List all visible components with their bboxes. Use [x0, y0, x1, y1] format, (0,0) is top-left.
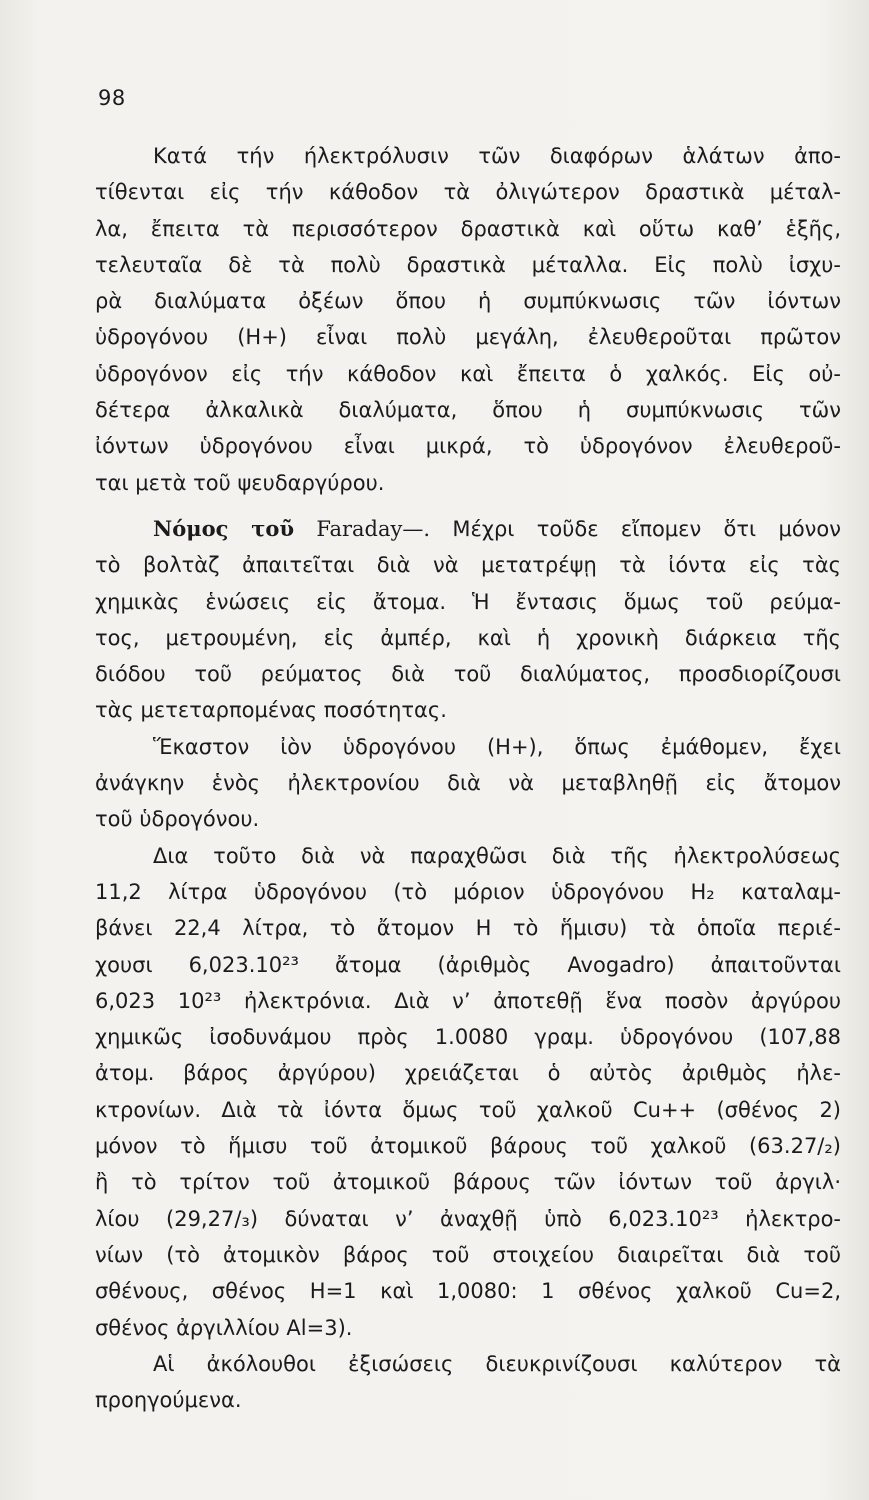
- text-line: σθένος ἀργιλλίου Al=3).: [95, 1315, 353, 1340]
- text-line: ὑδρογόνον εἰς τήν κάθοδον καὶ ἔπειτα ὁ χαλκός. Εἰς οὐ-: [95, 361, 841, 386]
- text-line: ἰόντων ὑδρογόνου εἶναι μικρά, τὸ ὑδρογόνον ἐλευθεροῦ-: [95, 434, 841, 459]
- text-line: λα, ἔπειτα τὰ περισσότερον δραστικὰ καὶ οὕτω καθ’ ἑξῆς,: [95, 216, 841, 241]
- text-line: 6,023 10²³ ἠλεκτρόνια. Διὰ ν’ ἀποτεθῇ ἕνα ποσὸν ἀργύρου: [95, 988, 841, 1013]
- text-line: [95, 511, 841, 547]
- text-line: δέτερα ἀλκαλικὰ διαλύματα, ὅπου ἡ συμπύκνωσις τῶν: [95, 398, 841, 423]
- page-number: 98: [98, 86, 126, 110]
- text-line: Αἱ ἀκόλουθοι ἐξισώσεις διευκρινίζουσι καλύτερον τὰ: [153, 1351, 841, 1376]
- text-line: Δια τοῦτο διὰ νὰ παραχθῶσι διὰ τῆς ἠλεκτρολύσεως: [153, 843, 841, 868]
- text-line: σθένους, σθένος Η=1 καὶ 1,0080: 1 σθένος χαλκοῦ Cu=2,: [95, 1279, 841, 1304]
- text-line: ἀνάγκην ἑνὸς ἠλεκτρονίου διὰ νὰ μεταβληθῇ εἰς ἄτομον: [95, 771, 841, 796]
- section-heading: Νόμος τοῦ: [153, 515, 295, 541]
- body-text: [95, 138, 841, 1418]
- paragraph: [95, 729, 841, 838]
- text-line: 11,2 λίτρα ὑδρογόνου (τὸ μόριον ὑδρογόνου Η₂ καταλαμ-: [95, 879, 841, 904]
- text-line: τοῦ ὑδρογόνου.: [95, 807, 260, 832]
- text-line: Ἕκαστον ἰὸν ὑδρογόνου (Η+), ὅπως ἐμάθομεν, ἔχει: [153, 734, 841, 759]
- text-line: ται μετὰ τοῦ ψευδαργύρου.: [95, 470, 385, 495]
- text-line: διόδου τοῦ ρεύματος διὰ τοῦ διαλύματος, προσδιορίζουσι: [95, 662, 841, 687]
- text-line: βάνει 22,4 λίτρα, τὸ ἄτομον Η τὸ ἥμισυ) τὰ ὁποῖα περιέ-: [95, 916, 841, 941]
- text-line: χημικὰς ἑνώσεις εἰς ἄτομα. Ἡ ἔντασις ὅμως τοῦ ρεύμα-: [95, 589, 841, 614]
- text-line: τὰς μετεταρπομένας ποσότητας.: [95, 698, 447, 723]
- text-line: χημικῶς ἰσοδυνάμου πρὸς 1.0080 γραμ. ὑδρογόνου (107,88: [95, 1025, 841, 1050]
- text-line: μόνον τὸ ἥμισυ τοῦ ἀτομικοῦ βάρους τοῦ χαλκοῦ (63.27/₂): [95, 1134, 841, 1159]
- paragraph: [95, 511, 841, 729]
- text-line: κτρονίων. Διὰ τὰ ἰόντα ὅμως τοῦ χαλκοῦ Cu++ (σθένος 2): [95, 1097, 841, 1122]
- paragraph: [95, 138, 841, 501]
- text-line: τελευταῖα δὲ τὰ πολὺ δραστικὰ μέταλλα. Εἰς πολὺ ἰσχυ-: [95, 252, 841, 277]
- text-line: ἢ τὸ τρίτον τοῦ ἀτομικοῦ βάρους τῶν ἰόντων τοῦ ἀργιλ·: [95, 1170, 841, 1195]
- text-line: προηγούμενα.: [95, 1388, 242, 1413]
- text-line: λίου (29,27/₃) δύναται ν’ ἀναχθῇ ὑπὸ 6,023.10²³ ἠλεκτρο-: [95, 1206, 841, 1231]
- text-line: νίων (τὸ ἀτομικὸν βάρος τοῦ στοιχείου διαιρεῖται διὰ τοῦ: [95, 1242, 841, 1267]
- text-line: τίθενται εἰς τήν κάθοδον τὰ ὀλιγώτερον δραστικὰ μέταλ-: [95, 180, 841, 205]
- text-line: τὸ βολτὰζ ἀπαιτεῖται διὰ νὰ μετατρέψῃ τὰ ἰόντα εἰς τὰς: [95, 553, 841, 578]
- paragraph: [95, 838, 841, 1346]
- heading-line-text: Μέχρι τοῦδε εἴπομεν ὅτι μόνον: [452, 516, 841, 541]
- paragraph: [95, 1346, 841, 1419]
- text-line: χουσι 6,023.10²³ ἄτομα (ἀριθμὸς Avogadro) ἀπαιτοῦνται: [95, 952, 841, 977]
- text-line: ρὰ διαλύματα ὀξέων ὅπου ἡ συμπύκνωσις τῶν ἰόντων: [95, 289, 841, 314]
- text-line: ὑδρογόνου (Η+) εἶναι πολὺ μεγάλη, ἐλευθεροῦται πρῶτον: [95, 325, 841, 350]
- text-line: ἀτομ. βάρος ἀργύρου) χρειάζεται ὁ αὐτὸς ἀριθμὸς ἠλε-: [95, 1061, 841, 1086]
- section-heading-name: Faraday—.: [316, 516, 431, 541]
- text-line: τος, μετρουμένη, εἰς ἀμπέρ, καὶ ἡ χρονικὴ διάρκεια τῆς: [95, 625, 841, 650]
- text-line: Κατά τήν ήλεκτρόλυσιν τῶν διαφόρων ἁλάτων ἀπο-: [153, 144, 841, 168]
